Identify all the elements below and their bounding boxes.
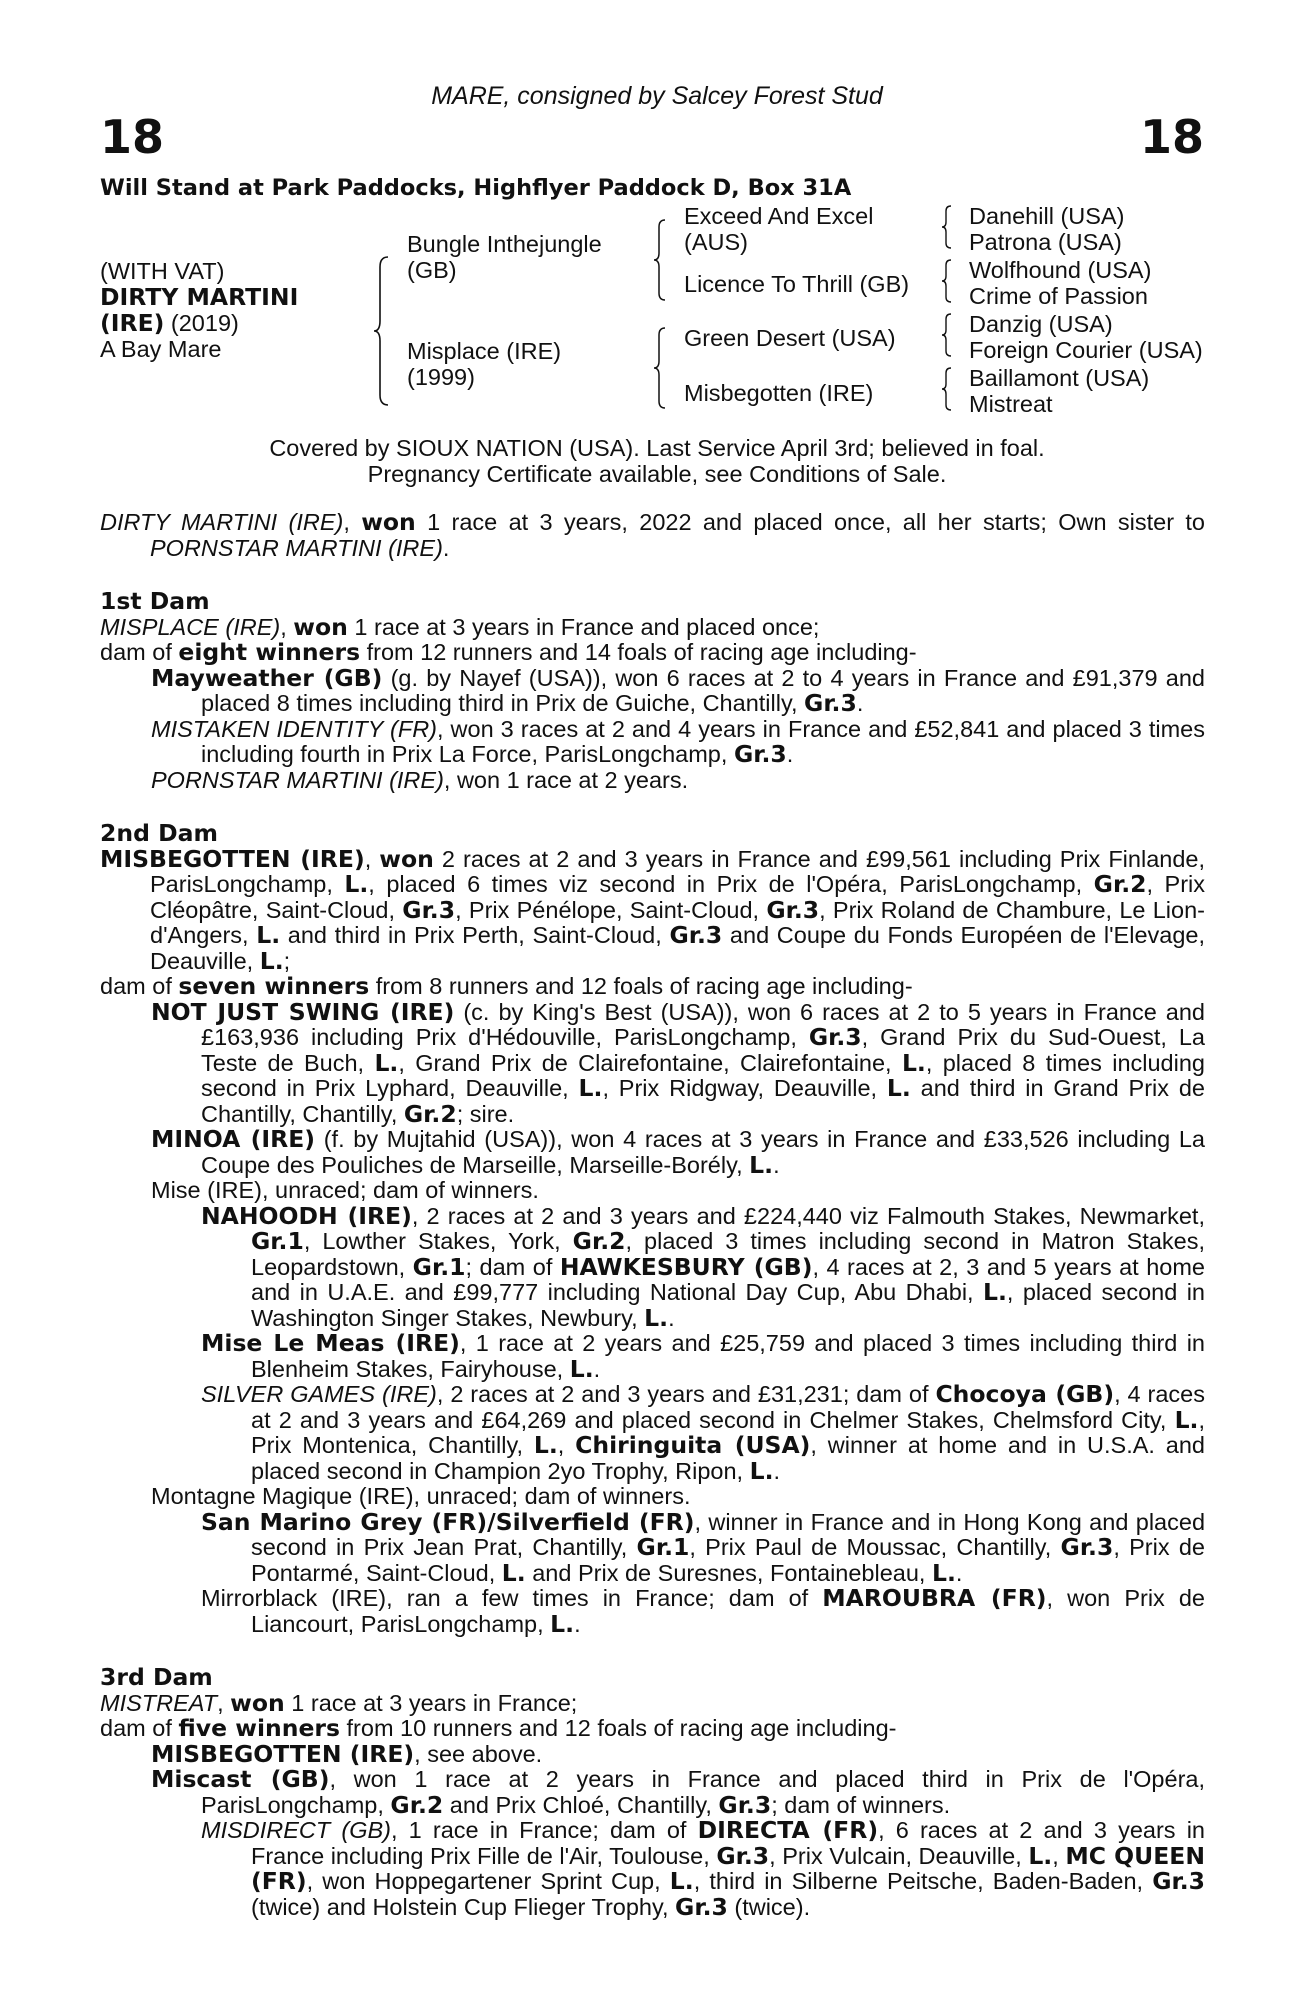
produce-misdirect: MISDIRECT (GB), 1 race in France; dam of DIRECTA (FR), 6 races at 2 and 3 years in France including Prix Fille de l'Air, Toulouse, Gr.3, Prix Vulcain, Deauville, L., MC QUEEN (FR), won Hoppegartener Sprint Cup, L., third in Silberne Peitsche, Baden-Baden, Gr.3 (twice) and Holstein Cup Flieger Trophy, Gr.3 (twice). (201, 1816, 1205, 1921)
produce-miscast: Miscast (GB), won 1 race at 2 years in France and placed third in Prix de l'Opéra, ParisLongchamp, Gr.2 and Prix Chloé, Chantilly, Gr.3; dam of winners. (151, 1765, 1205, 1819)
pedigree-dsd: Foreign Courier (USA) (969, 337, 1203, 363)
intro-paragraph: DIRTY MARTINI (IRE), won 1 race at 3 years, 2022 and placed once, all her starts; Own sister to PORNSTAR MARTINI (IRE). (100, 508, 1205, 561)
produce-silver-games: SILVER GAMES (IRE), 2 races at 2 and 3 years and £31,231; dam of Chocoya (GB), 4 races at 2 and 3 years and £64,269 and placed second in Chelmer Stakes, Chelmsford City, L., Prix Montenica, Chantilly, L., Chiringuita (USA), winner at home and in U.S.A. and placed second in Champion 2yo Trophy, Ripon, L.. (201, 1380, 1206, 1485)
covering-note: Covered by SIOUX NATION (USA). Last Service April 3rd; believed in foal. Pregnancy Certificate available, see Conditions of Sale. (269, 435, 1045, 487)
produce-mayweather: Mayweather (GB) (g. by Nayef (USA)), won 6 races at 2 to 4 years in France and £91,379 and placed 8 times including third in Prix de Guiche, Chantilly, Gr.3. (151, 663, 1205, 717)
lot-number-right: 18 (1139, 110, 1204, 164)
pedigree-brace-ss (940, 204, 954, 250)
pedigree-sds: Wolfhound (USA) (969, 257, 1152, 283)
pedigree-ddd: Mistreat (969, 391, 1053, 417)
pedigree-dam-dam: Misbegotten (IRE) (684, 380, 874, 406)
produce-pornstar-martini: PORNSTAR MARTINI (IRE), won 1 race at 2 years. (151, 766, 689, 793)
pedigree-sire-sire: Exceed And Excel (AUS) (684, 203, 874, 255)
first-dam-record: MISPLACE (IRE), won 1 race at 3 years in France and placed once; (100, 612, 820, 641)
consignor-line: MARE, consigned by Salcey Forest Stud (431, 82, 883, 110)
catalogue-body (100, 510, 1205, 1920)
pedigree-dss: Danzig (USA) (969, 311, 1113, 337)
third-dam-record: MISTREAT, won 1 race at 3 years in France; (100, 1688, 578, 1717)
produce-mise: Mise (IRE), unraced; dam of winners. (151, 1177, 539, 1203)
produce-san-marino-grey: San Marino Grey (FR)/Silverfield (FR), winner in France and in Hong Kong and placed second in Prix Jean Prat, Chantilly, Gr.1, Prix Paul de Moussac, Chantilly, Gr.3, Prix de Pontarmé, Saint-Cloud, L. and Prix de Suresnes, Fontainebleau, L.. (201, 1507, 1206, 1587)
pedigree-dam-sire: Green Desert (USA) (684, 325, 896, 351)
produce-not-just-swing: NOT JUST SWING (IRE) (c. by King's Best (USA)), won 6 races at 2 to 5 years in France and £163,936 including Prix d'Hédouville, ParisLongchamp, Gr.3, Grand Prix du Sud-Ouest, La Teste de Buch, L., Grand Prix de Clairefontaine, Clairefontaine, L., placed 8 times including second in Prix Lyphard, Deauville, L., Prix Ridgway, Deauville, L. and third in Grand Prix de Chantilly, Chantilly, Gr.2; sire. (151, 997, 1206, 1128)
pedigree-sdd: Crime of Passion (969, 283, 1148, 309)
produce-mistaken-identity: MISTAKEN IDENTITY (FR), won 3 races at 2 and 4 years in France and £52,841 and placed 3 times including fourth in Prix La Force, ParisLongchamp, Gr.3. (151, 715, 1205, 768)
third-dam-produce: dam of five winners from 10 runners and 12 foals of racing age including- (100, 1714, 897, 1742)
vat-note: (WITH VAT) (100, 258, 225, 284)
pedigree-sire-dam: Licence To Thrill (GB) (684, 271, 910, 297)
pedigree-brace-dd (940, 366, 954, 412)
lot-number-left: 18 (100, 110, 165, 164)
produce-misbegotten-ref: MISBEGOTTEN (IRE), see above. (151, 1739, 543, 1768)
pedigree-brace-sire (652, 218, 668, 302)
pedigree-sss: Danehill (USA) (969, 203, 1125, 229)
pedigree-brace-dam (652, 326, 668, 410)
pedigree-ssd: Patrona (USA) (969, 229, 1122, 255)
pedigree-dds: Baillamont (USA) (969, 365, 1150, 391)
first-dam-produce: dam of eight winners from 12 runners and 14 foals of racing age including- (100, 638, 917, 666)
produce-montagne-magique: Montagne Magique (IRE), unraced; dam of winners. (151, 1483, 691, 1509)
produce-mise-le-meas: Mise Le Meas (IRE), 1 race at 2 years and £25,759 and placed 3 times including third in Blenheim Stakes, Fairyhouse, L.. (201, 1329, 1205, 1383)
horse-name: DIRTY MARTINI (100, 283, 299, 311)
produce-minoa: MINOA (IRE) (f. by Mujtahid (USA)), won 4 races at 3 years in France and £33,526 including La Coupe des Pouliches de Marseille, Marseille-Borély, L.. (151, 1125, 1205, 1179)
pedigree-brace-sd (940, 258, 954, 304)
horse-description: A Bay Mare (100, 336, 222, 362)
horse-origin-year: (IRE) (2019) (100, 309, 239, 337)
second-dam-heading: 2nd Dam (100, 819, 218, 847)
second-dam-produce: dam of seven winners from 8 runners and 12 foals of racing age including- (100, 972, 913, 1000)
pedigree-sire: Bungle Inthejungle (GB) (407, 231, 602, 283)
produce-nahoodh: NAHOODH (IRE), 2 races at 2 and 3 years and £224,440 viz Falmouth Stakes, Newmarket, Gr.1, Lowther Stakes, York, Gr.2, placed 3 times including second in Matron Stakes, Leopardstown, Gr.1; dam of HAWKESBURY (GB), 4 races at 2, 3 and 5 years at home and in U.A.E. and £99,777 including National Day Cup, Abu Dhabi, L., placed second in Washington Singer Stakes, Newbury, L.. (201, 1201, 1205, 1332)
first-dam-heading: 1st Dam (100, 587, 210, 615)
produce-mirrorblack: Mirrorblack (IRE), ran a few times in France; dam of MAROUBRA (FR), won Prix de Liancourt, ParisLongchamp, L.. (201, 1584, 1206, 1638)
pedigree-brace-gen1 (372, 255, 392, 407)
pedigree-dam: Misplace (IRE) (1999) (407, 338, 562, 390)
pedigree-brace-ds (940, 312, 954, 358)
third-dam-heading: 3rd Dam (100, 1663, 213, 1691)
second-dam-record: MISBEGOTTEN (IRE), won 2 races at 2 and 3 years in France and £99,561 including Prix Finlande, ParisLongchamp, L., placed 6 times viz second in Prix de l'Opéra, ParisLongchamp, Gr.2, Prix Cléopâtre, Saint-Cloud, Gr.3, Prix Pénélope, Saint-Cloud, Gr.3, Prix Roland de Chambure, Le Lion-d'Angers, L. and third in Prix Perth, Saint-Cloud, Gr.3 and Coupe du Fonds Européen de l'Elevage, Deauville, L.; (100, 844, 1206, 975)
stand-location: Will Stand at Park Paddocks, Highflyer Paddock D, Box 31A (100, 175, 852, 201)
